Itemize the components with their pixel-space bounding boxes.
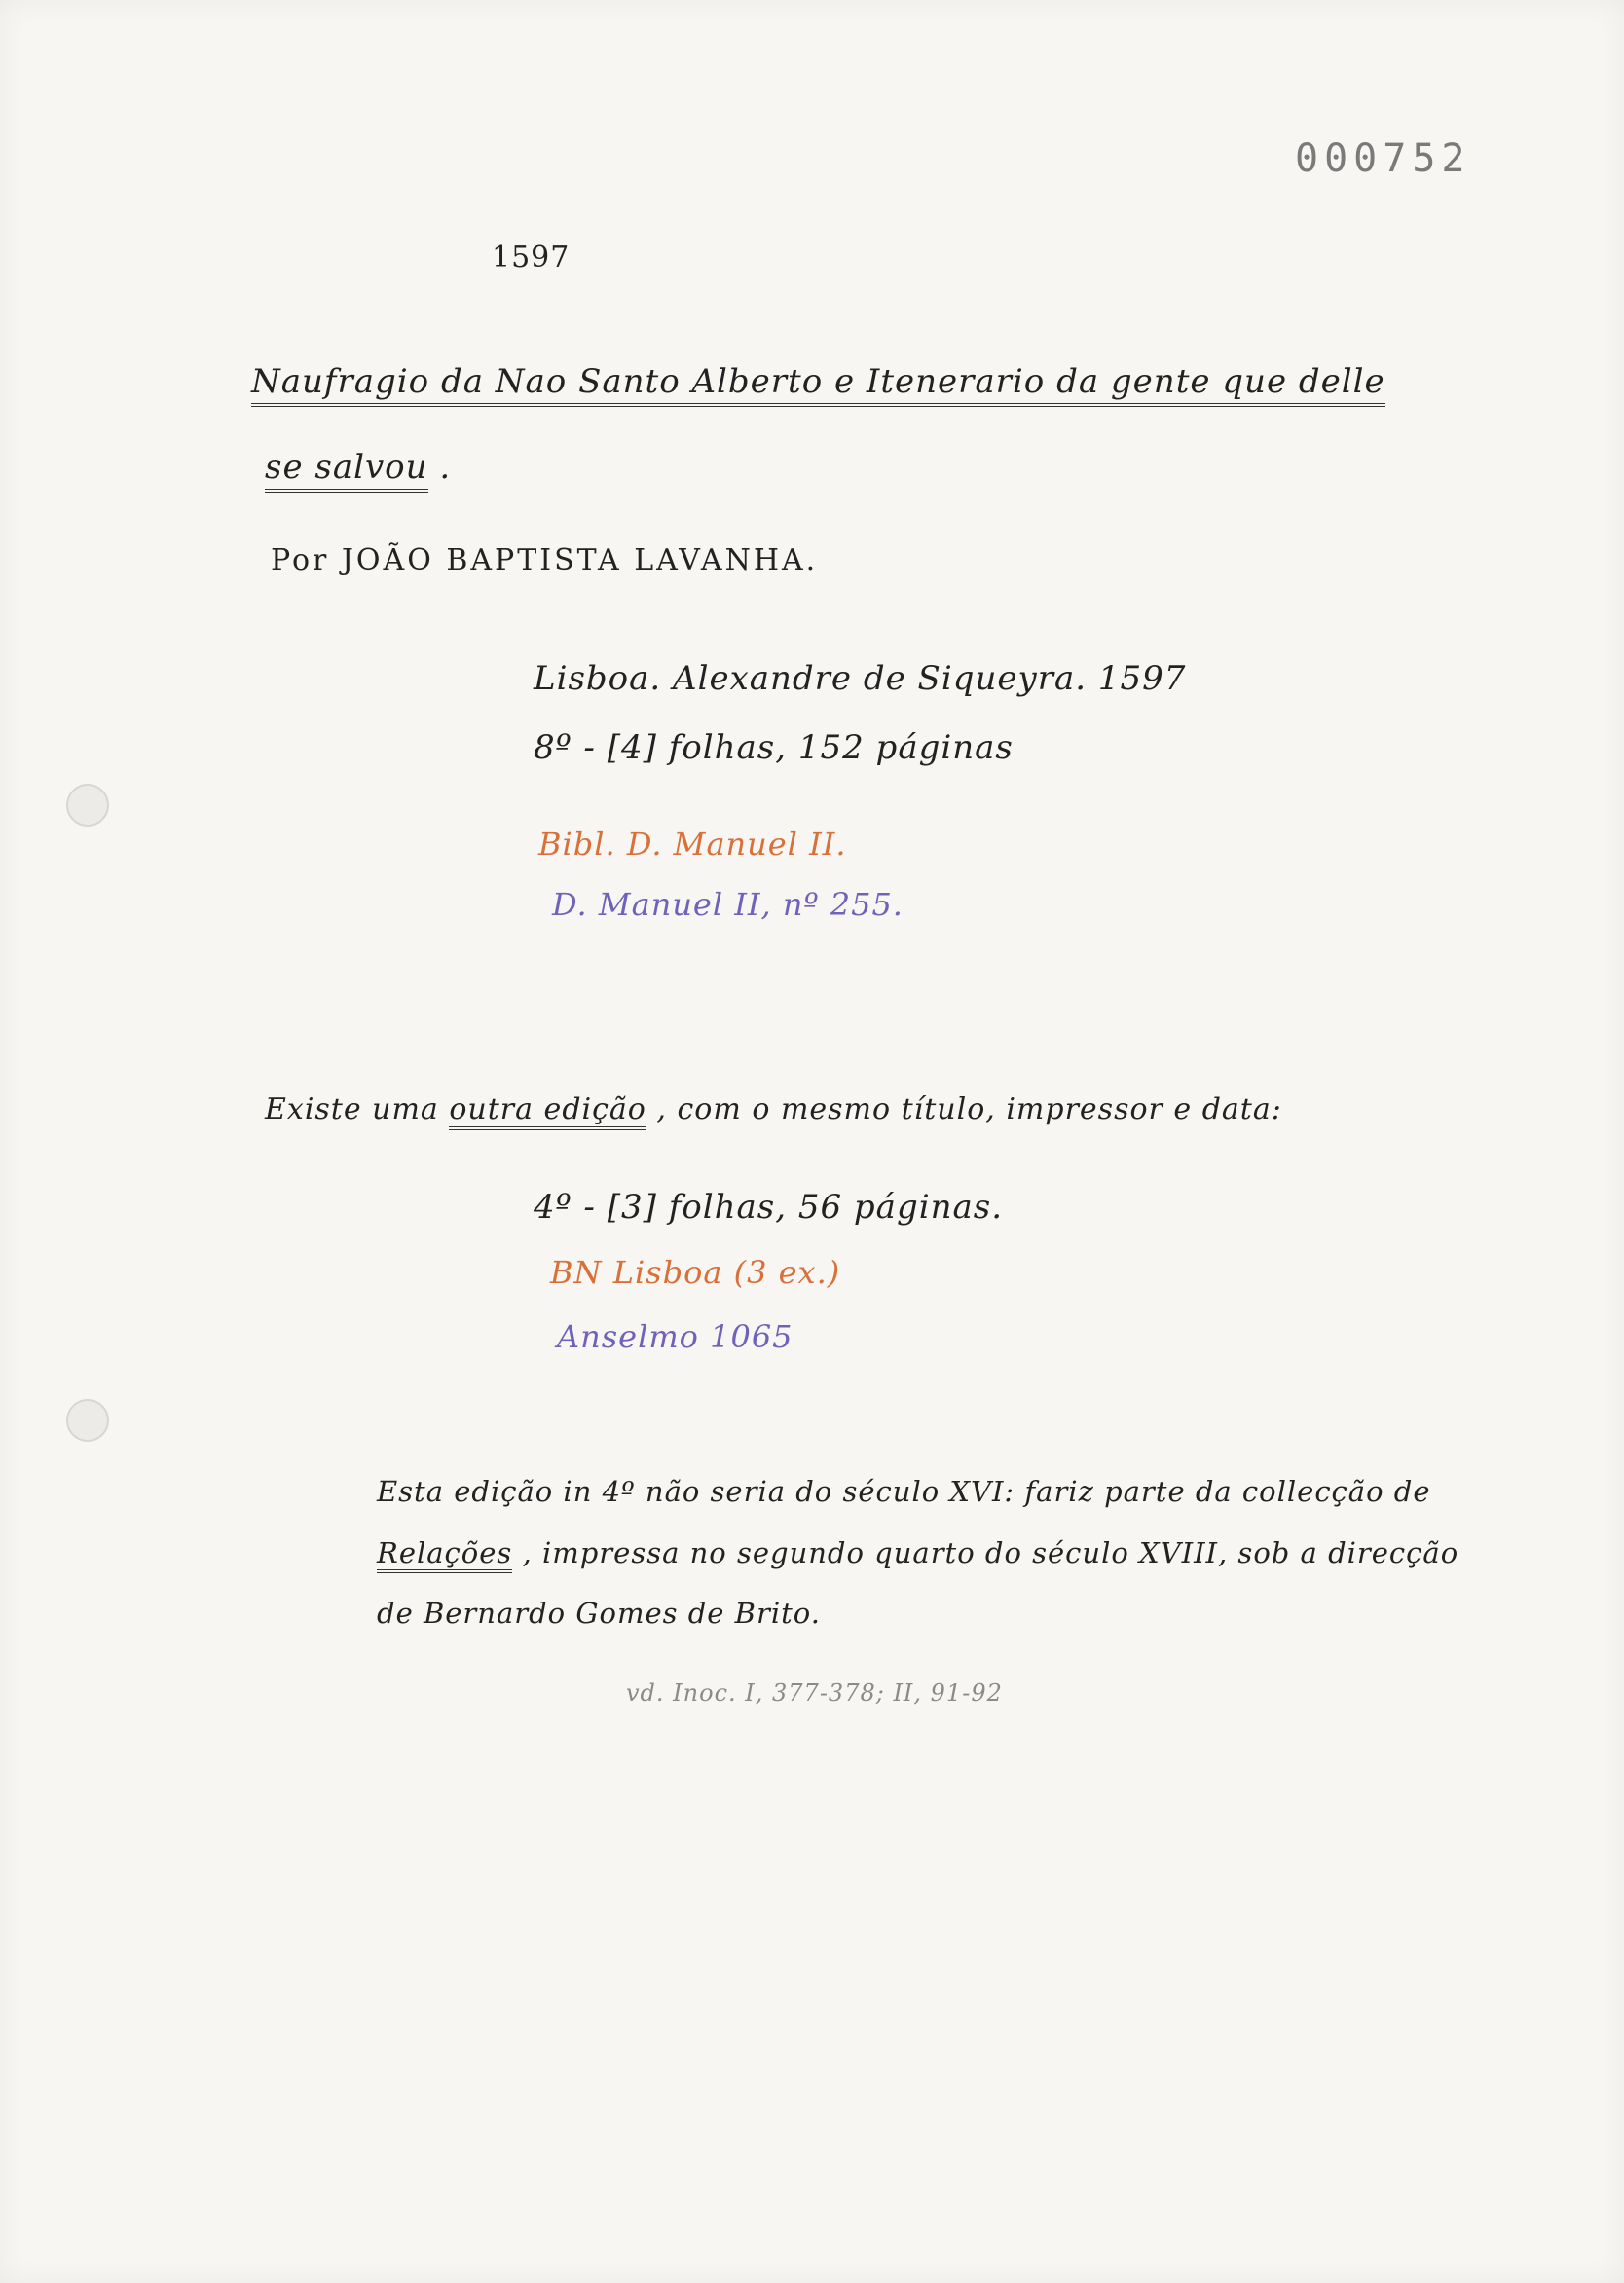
- reference-line: vd. Inoc. I, 377-378; II, 91-92: [626, 1679, 1003, 1707]
- punch-hole-bottom: [66, 1399, 109, 1442]
- title-line-2-text: se salvou: [265, 448, 428, 493]
- note-line-2-underlined: Relações: [377, 1536, 512, 1573]
- other-edition-line: [265, 1092, 1282, 1126]
- collation-line: 8º - [4] folhas, 152 páginas: [534, 728, 1014, 767]
- holding-library-1: Bibl. D. Manuel II.: [538, 826, 847, 863]
- title-line-2-end: .: [439, 448, 452, 487]
- punch-hole-top: [66, 784, 109, 827]
- note-line-2-rest: , impressa no segundo quarto do século XVIII, sob a direcção: [522, 1536, 1459, 1569]
- title-line-1-text: Naufragio da Nao Santo Alberto e Itenerario da gente que delle: [251, 362, 1385, 407]
- title-line-2: [265, 448, 451, 487]
- other-edition-collation: 4º - [3] folhas, 56 páginas.: [534, 1188, 1004, 1227]
- holding-catalogue-1: D. Manuel II, nº 255.: [552, 886, 904, 923]
- title-line-1: [251, 362, 1385, 401]
- author-line: Por JOÃO BAPTISTA LAVANHA.: [271, 543, 819, 577]
- other-edition-underlined: outra edição: [449, 1092, 646, 1130]
- note-line-2: [377, 1536, 1458, 1569]
- year-heading: 1597: [492, 240, 571, 275]
- other-edition-post: , com o mesmo título, impressor e data:: [656, 1092, 1282, 1126]
- holding-library-2: BN Lisboa (3 ex.): [550, 1254, 841, 1291]
- other-edition-pre: Existe uma: [265, 1092, 439, 1126]
- note-line-1: Esta edição in 4º não seria do século XVI: fariz parte da collecção de: [377, 1475, 1431, 1508]
- note-line-3: de Bernardo Gomes de Brito.: [377, 1597, 821, 1630]
- holding-catalogue-2: Anselmo 1065: [557, 1318, 794, 1355]
- imprint-line: Lisboa. Alexandre de Siqueyra. 1597: [534, 659, 1187, 698]
- archive-stamp-number: 000752: [1295, 136, 1471, 181]
